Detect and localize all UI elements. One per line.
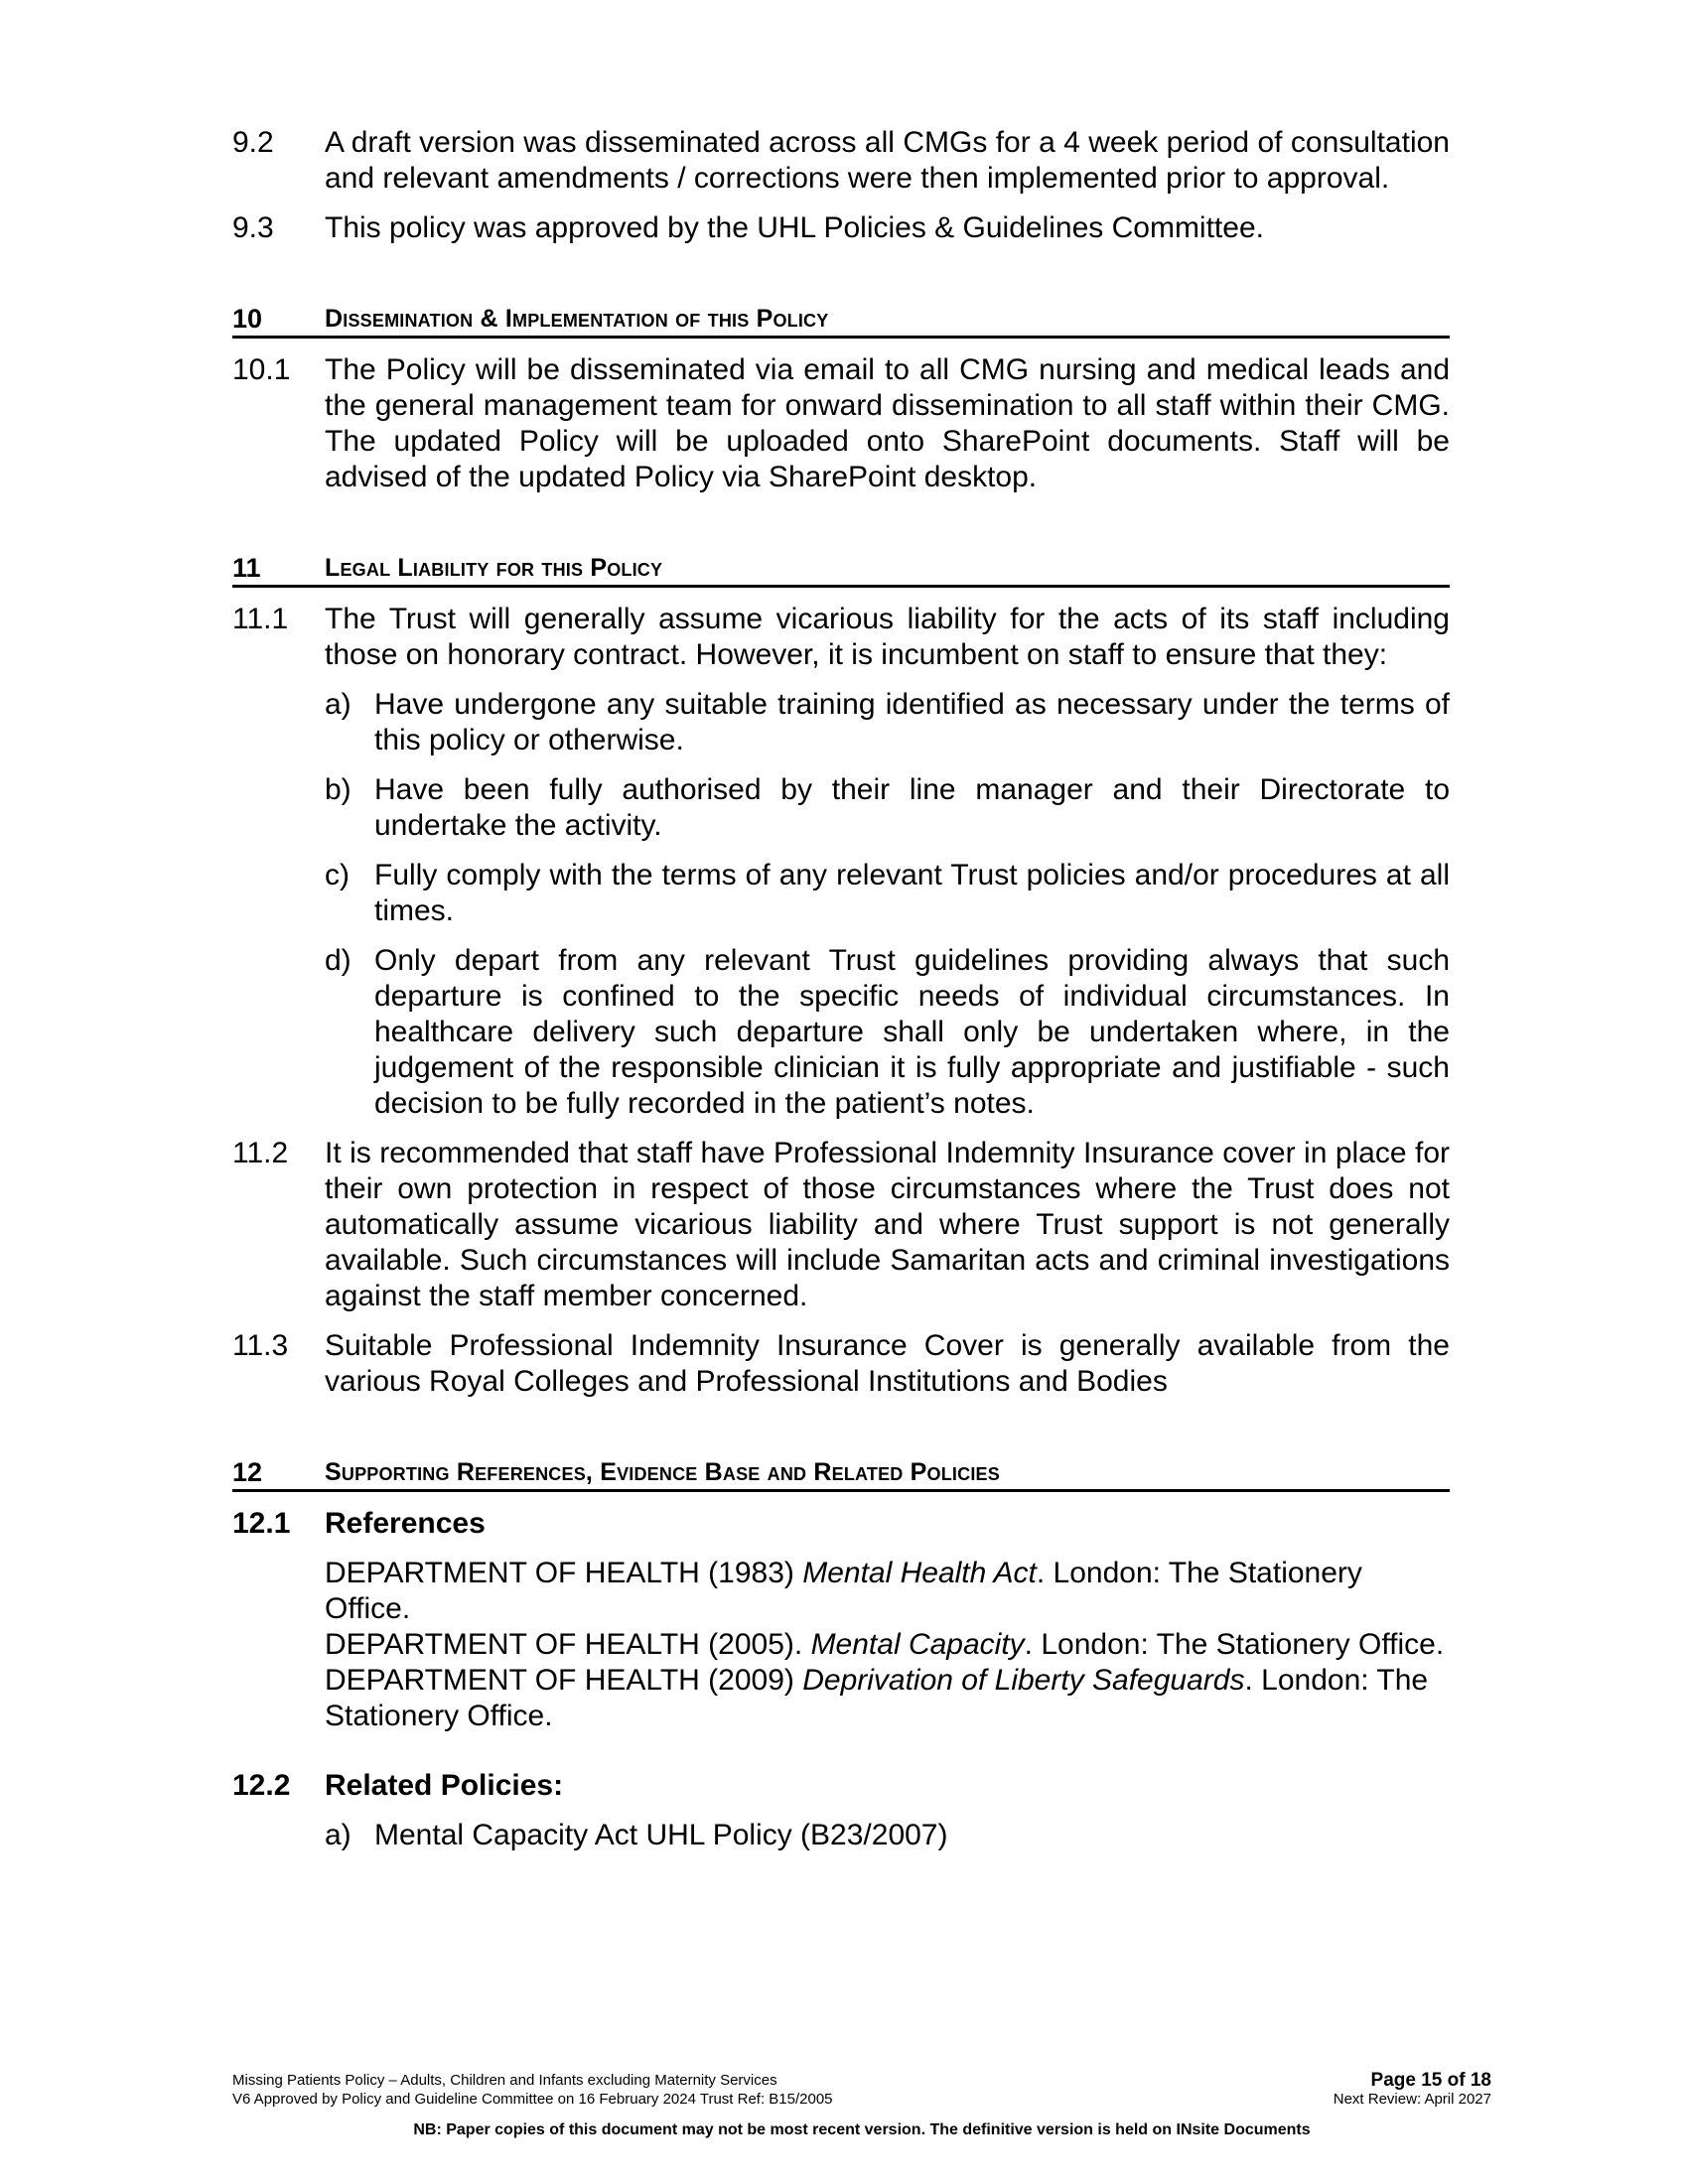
section-heading-11 (232, 553, 1450, 588)
paragraph-text: The Trust will generally assume vicarious liability for the acts of its staff including those on honorary contract. However, it is incumbent on staff to ensure that they: (325, 603, 1450, 671)
reference-author: DEPARTMENT OF HEALTH (2005). (325, 1628, 811, 1661)
page-number: Page 15 of 18 (1370, 2070, 1491, 2091)
list-item-text: Only depart from any relevant Trust guidelines providing always that such departure is confined to the specific needs of individual circumstances. In healthcare delivery such departure shall only be undertaken where, in the judgement of the responsible clinician it is fully appropriate and justifiable - such decision to be fully recorded in the patient’s notes. (374, 944, 1450, 1120)
reference-publisher: . London: The Stationery Office. (325, 1664, 1429, 1732)
paragraph-number: 11.3 (232, 1329, 289, 1362)
list-item-label: d) (325, 944, 352, 977)
paragraph-text: The Policy will be disseminated via email to all CMG nursing and medical leads and the general management team for onward dissemination to all staff within their CMG. The updated Policy will be uploaded onto SharePoint documents. Staff will be advised of the updated Policy via SharePoint desktop. (325, 353, 1450, 493)
subsection-title: Related Policies: (325, 1769, 564, 1802)
reference-publisher: . London: The Stationery Office. (1024, 1628, 1445, 1661)
next-review-date: Next Review: April 2027 (1333, 2091, 1491, 2108)
list-item-text: Have undergone any suitable training identified as necessary under the terms of this policy or otherwise. (374, 688, 1450, 756)
paragraph-number: 9.2 (232, 126, 274, 159)
list-item (232, 687, 1450, 758)
list-item-label: c) (325, 859, 350, 891)
section-title: Dissemination & Implementation of this Policy (325, 305, 829, 333)
list-item-label: b) (325, 773, 352, 806)
reference-entry (325, 1627, 1450, 1663)
footer-document-title: Missing Patients Policy – Adults, Children and Infants excluding Maternity Services (232, 2072, 777, 2089)
reference-author: DEPARTMENT OF HEALTH (2009) (325, 1664, 803, 1697)
paragraph-11-3 (232, 1328, 1450, 1400)
subsection-heading-12-2 (232, 1768, 1450, 1804)
paragraph-11-1 (232, 602, 1450, 673)
section-number: 12 (232, 1457, 263, 1487)
footer-document-info (232, 2071, 833, 2109)
reference-list (232, 1556, 1450, 1734)
paragraph-text: A draft version was disseminated across all CMGs for a 4 week period of consultation and relevant amendments / corrections were then implemented prior to approval. (325, 126, 1450, 195)
subsection-heading-12-1 (232, 1506, 1450, 1542)
reference-title: Mental Capacity (810, 1628, 1025, 1661)
list-item (232, 1818, 1450, 1853)
paragraph-number: 9.3 (232, 211, 274, 244)
paragraph-number: 10.1 (232, 353, 291, 386)
section-number: 11 (232, 553, 261, 583)
section-heading-10 (232, 304, 1450, 339)
footer-version-info: V6 Approved by Policy and Guideline Committee on 16 February 2024 Trust Ref: B15/2005 (232, 2091, 833, 2108)
page-content (232, 125, 1450, 1867)
list-item (232, 943, 1450, 1122)
list-item-text: Have been fully authorised by their line manager and their Directorate to undertake the activity. (374, 773, 1450, 842)
list-item-label: a) (325, 1819, 352, 1851)
paragraph-9-2 (232, 125, 1450, 197)
paragraph-9-3 (232, 210, 1450, 246)
list-item-text: Fully comply with the terms of any relevant Trust policies and/or procedures at all times. (374, 859, 1450, 927)
reference-entry (325, 1556, 1450, 1627)
footer-page-info (1334, 2071, 1491, 2109)
subsection-number: 12.2 (232, 1769, 291, 1802)
section-heading-12 (232, 1457, 1450, 1492)
paragraph-number: 11.2 (232, 1137, 289, 1169)
list-item (232, 858, 1450, 929)
footer-notice: NB: Paper copies of this document may not be most recent version. The definitive version is held on INsite Documents (413, 2121, 1311, 2138)
paragraph-text: It is recommended that staff have Professional Indemnity Insurance cover in place for their own protection in respect of those circumstances where the Trust does not automatically assume vicarious liability and where Trust support is not generally available. Such circumstances will include Samaritan acts and criminal investigations against the staff member concerned. (325, 1137, 1450, 1312)
reference-author: DEPARTMENT OF HEALTH (1983) (325, 1557, 803, 1589)
section-title: Supporting References, Evidence Base and Related Policies (325, 1458, 1000, 1486)
subsection-title: References (325, 1507, 486, 1540)
paragraph-10-1 (232, 352, 1450, 495)
section-title: Legal Liability for this Policy (325, 554, 663, 582)
paragraph-text: This policy was approved by the UHL Policies & Guidelines Committee. (325, 211, 1264, 244)
reference-title: Mental Health Act (802, 1557, 1037, 1589)
subsection-number: 12.1 (232, 1507, 291, 1540)
section-number: 10 (232, 304, 263, 334)
reference-publisher: . London: The Stationery Office. (325, 1557, 1362, 1625)
list-item-label: a) (325, 688, 352, 721)
paragraph-number: 11.1 (232, 603, 289, 635)
list-item-text: Mental Capacity Act UHL Policy (B23/2007) (374, 1819, 948, 1851)
list-item (232, 772, 1450, 844)
paragraph-11-2 (232, 1136, 1450, 1314)
reference-title: Deprivation of Liberty Safeguards (802, 1664, 1245, 1697)
paragraph-text: Suitable Professional Indemnity Insurance Cover is generally available from the various Royal Colleges and Professional Institutions and Bodies (325, 1329, 1450, 1398)
reference-entry (325, 1663, 1450, 1734)
